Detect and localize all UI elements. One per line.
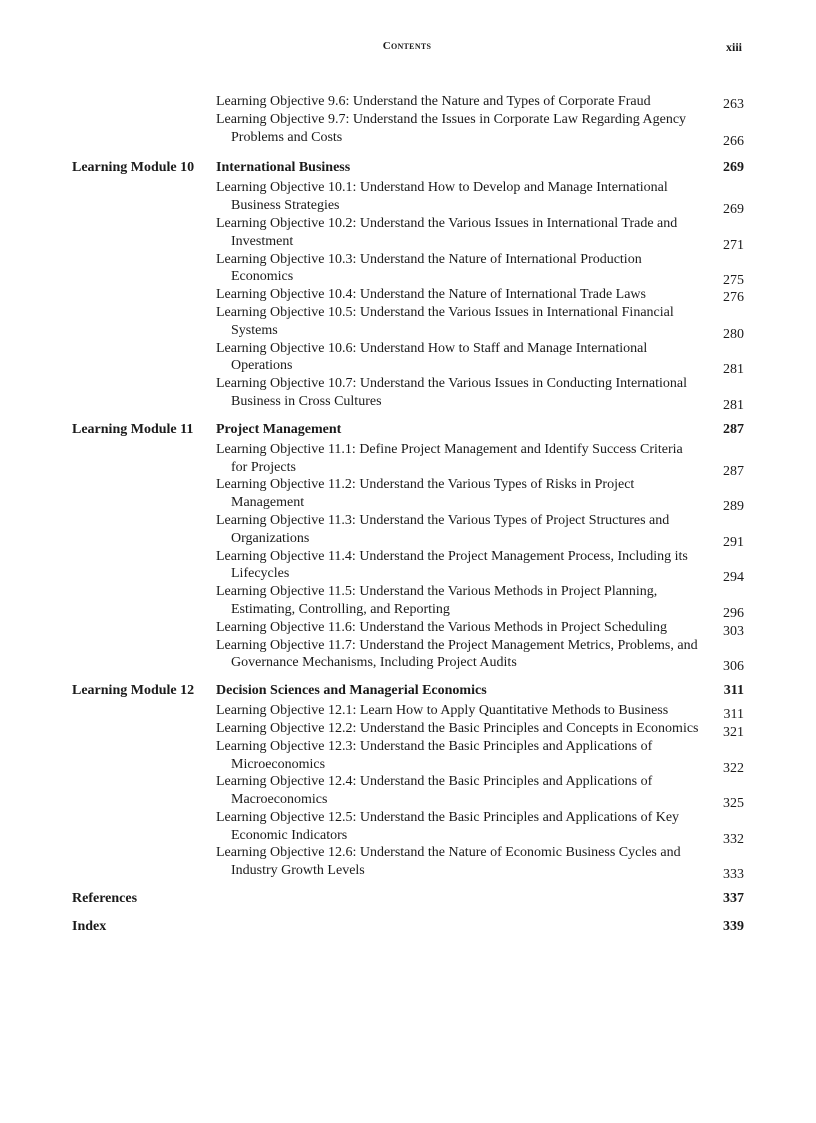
page-number: xiii: [725, 40, 742, 54]
module-heading[interactable]: [72, 159, 744, 179]
toc-objective-entry[interactable]: [72, 583, 744, 619]
toc-objective-entry[interactable]: [72, 773, 744, 812]
objective-title: Learning Objective 11.5: Understand the Various Methods in Project Planning, Estimating, Controlling, and Reporting: [216, 584, 658, 617]
toc-module-11: [72, 421, 744, 675]
module-label: Learning Module 11: [72, 421, 194, 437]
toc-objective-entry[interactable]: [72, 702, 744, 723]
running-header: [216, 40, 742, 60]
toc-objective-entry[interactable]: [72, 441, 744, 477]
objective-title: Learning Objective 11.2: Understand the Various Types of Risks in Project Management: [216, 477, 635, 511]
toc-index-entry[interactable]: [72, 918, 744, 938]
objective-page: 303: [723, 623, 744, 639]
objective-title: Learning Objective 12.5: Understand the Basic Principles and Applications of Key Economic Indicators: [216, 809, 680, 843]
module-page: 269: [723, 160, 744, 176]
toc-objective-entry[interactable]: [72, 375, 744, 411]
toc-objective-entry[interactable]: [72, 304, 744, 340]
toc-objective-entry[interactable]: [72, 286, 744, 304]
objective-page: 287: [723, 463, 744, 479]
objective-title: Learning Objective 10.4: Understand the Nature of International Trade Laws: [216, 287, 646, 303]
objective-page: 281: [723, 362, 744, 378]
module-title: Decision Sciences and Managerial Economics: [216, 683, 487, 699]
references-page: 337: [723, 891, 744, 907]
objective-page: 332: [723, 831, 744, 847]
toc-objective-entry[interactable]: [72, 93, 744, 111]
objective-page: 281: [723, 397, 744, 413]
continued-objectives-list: [72, 93, 744, 149]
references-label: References: [72, 891, 138, 907]
toc-objective-entry[interactable]: [72, 476, 744, 515]
toc-objective-entry[interactable]: [72, 340, 744, 376]
toc-module-10: [72, 159, 744, 413]
module-title: Project Management: [216, 421, 342, 437]
objective-title: Learning Objective 11.6: Understand the Various Methods in Project Scheduling: [216, 619, 668, 635]
objective-page: 321: [723, 724, 744, 740]
table-of-contents: [72, 93, 744, 946]
toc-objective-entry[interactable]: [72, 619, 744, 637]
objective-page: 306: [723, 659, 744, 675]
objective-page: 322: [723, 760, 744, 776]
toc-objective-entry[interactable]: [72, 720, 744, 738]
module-heading[interactable]: [72, 682, 744, 702]
toc-objective-entry[interactable]: [72, 809, 744, 845]
objective-title: Learning Objective 11.1: Define Project Management and Identify Success Criteria for Projects: [216, 441, 683, 475]
module-page: 287: [723, 421, 744, 437]
objective-title: Learning Objective 10.3: Understand the Nature of International Production Economics: [216, 251, 642, 285]
objective-page: 311: [723, 707, 744, 723]
module-label: Learning Module 12: [72, 683, 195, 699]
toc-objective-entry[interactable]: [72, 179, 744, 218]
objective-page: 291: [723, 534, 744, 550]
objective-title: Learning Objective 10.5: Understand the Various Issues in International Financial Systems: [216, 304, 674, 338]
objective-title: Learning Objective 12.6: Understand the Nature of Economic Business Cycles and Industry Growth Levels: [216, 845, 681, 879]
objective-page: 275: [723, 273, 744, 289]
objective-page: 271: [723, 237, 744, 253]
index-label: Index: [72, 919, 107, 935]
objective-title: Learning Objective 11.4: Understand the Project Management Process, Including its Lifecycles: [216, 548, 688, 582]
module-label: Learning Module 10: [72, 160, 195, 176]
objective-title: Learning Objective 12.2: Understand the Basic Principles and Concepts in Economics: [216, 720, 699, 736]
objective-page: 325: [723, 796, 744, 812]
objective-page: 263: [723, 97, 744, 112]
objective-page: 266: [723, 133, 744, 149]
module-heading[interactable]: [72, 421, 744, 441]
module-page: 311: [723, 683, 744, 699]
objective-title: Learning Objective 11.3: Understand the Various Types of Project Structures and Organizations: [216, 512, 670, 546]
toc-objective-entry[interactable]: [72, 637, 744, 673]
objective-page: 296: [723, 605, 744, 621]
objective-title: Learning Objective 10.7: Understand the Various Issues in Conducting International Business in Cross Cultures: [216, 376, 687, 409]
objective-title: Learning Objective 12.4: Understand the Basic Principles and Applications of Macroeconomics: [216, 774, 653, 808]
objective-title: Learning Objective 9.7: Understand the Issues in Corporate Law Regarding Agency Problems and Costs: [216, 111, 687, 145]
toc-objective-entry[interactable]: [72, 548, 744, 584]
objective-page: 280: [723, 326, 744, 342]
objective-title: Learning Objective 12.1: Learn How to Apply Quantitative Methods to Business: [216, 703, 669, 719]
objective-page: 294: [723, 570, 744, 586]
objective-title: Learning Objective 10.1: Understand How to Develop and Manage International Business Strategies: [216, 180, 668, 214]
toc-references-entry[interactable]: [72, 890, 744, 910]
module-title: International Business: [216, 160, 351, 176]
objective-page: 333: [723, 867, 744, 883]
objective-title: Learning Objective 10.6: Understand How to Staff and Manage International Operations: [216, 340, 648, 374]
running-header-title: Contents: [382, 40, 432, 52]
toc-objective-entry[interactable]: [72, 844, 744, 883]
objective-page: 269: [723, 202, 744, 218]
objective-title: Learning Objective 11.7: Understand the Project Management Metrics, Problems, and Governance Mechanisms, Including Project Audits: [216, 637, 698, 671]
objective-title: Learning Objective 9.6: Understand the Nature and Types of Corporate Fraud: [216, 94, 651, 109]
objective-title: Learning Objective 10.2: Understand the Various Issues in International Trade and Investment: [216, 215, 678, 249]
objective-page: 276: [723, 290, 744, 306]
toc-objective-entry[interactable]: [72, 215, 744, 251]
toc-objective-entry[interactable]: [72, 111, 744, 147]
toc-objective-entry[interactable]: [72, 512, 744, 548]
objective-title: Learning Objective 12.3: Understand the Basic Principles and Applications of Microeconomics: [216, 738, 653, 772]
toc-objective-entry[interactable]: [72, 738, 744, 774]
toc-objective-entry[interactable]: [72, 251, 744, 287]
toc-module-12: [72, 682, 744, 883]
objective-page: 289: [723, 499, 744, 515]
index-page: 339: [723, 919, 744, 935]
